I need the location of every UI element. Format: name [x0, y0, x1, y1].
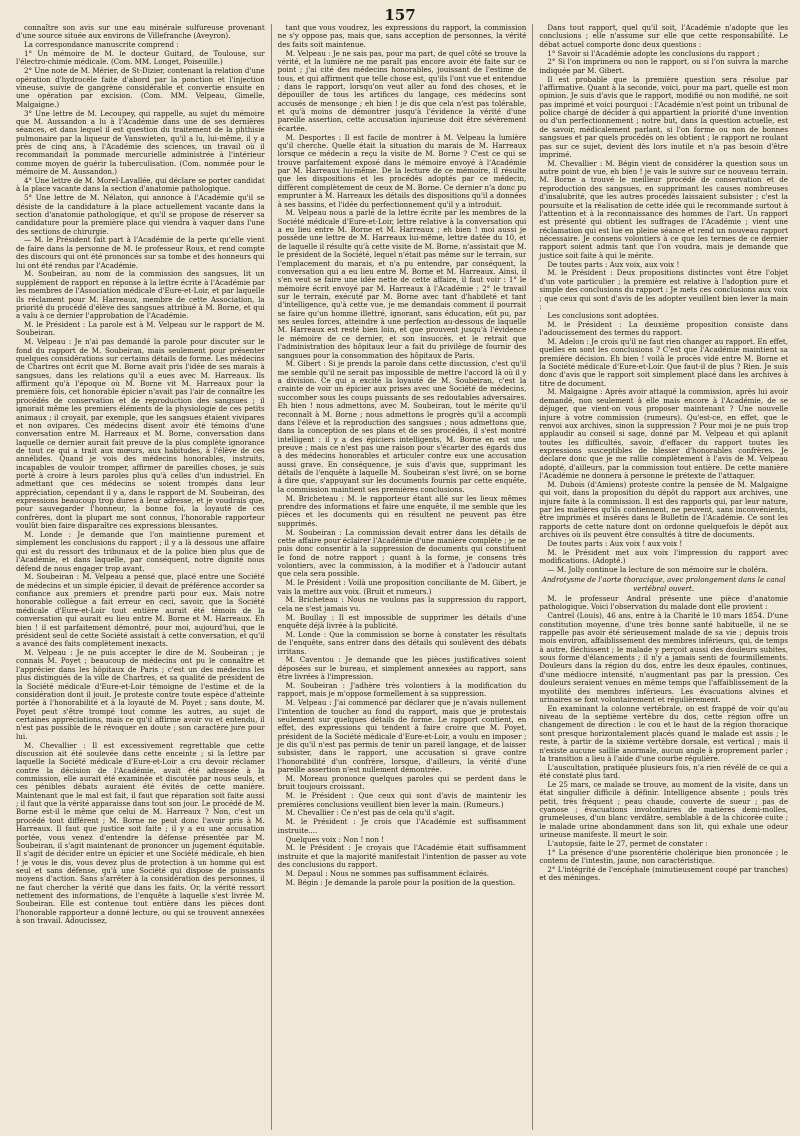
paragraph: L'auscultation, pratiquée plusieurs fois, n'a rien révélé de ce qui a été constaté plus tard. [539, 762, 789, 781]
paragraph: De toutes parts : Aux voix ! aux voix ! [547, 538, 683, 548]
paragraph: M. le Président : La parole est à M. Velpeau sur le rapport de M. Soubeiran. [16, 320, 265, 338]
paragraph: M. Soubeiran : M. Velpeau a pensé que, placé entre une Société de médecins et un simple épicier, il devait de préférence accorder sa confiance aux premiers et prendre parti pour eux. Mais notre honorable collègue a fait erreur en ceci, savoir, que la Société médicale d'Eure-et-Loir tout entière aurait été témoin de la conversation qui aurait eu lieu entre M. Borne et M. Harreaux. Eh bien ! il est parfaitement démontré, pour moi, aujourd'hui, que le président seul de cette Société assistait à cette conversation, et qu'il a avancé des faits complètement inexacts. [16, 572, 265, 649]
paragraph: 1° Un mémoire de M. le docteur Guitard, de Toulouse, sur l'électro-chimie médicale. (Com. MM. Longet, Poiseuille.) [16, 49, 265, 67]
paragraph: M. Soubeiran : La commission devait entrer dans les détails de cette affaire pour éclairer l'Académie d'une manière complète ; je ne puis donc consentir à la suppression de documents qui constituent le fond de notre rapport ; quant à la forme, je consens très volontiers, avec la commission, à la modifier et à l'adoucir autant que cela sera possible. [277, 527, 527, 579]
paragraph: 1° La présence d'une psorentérie cholérique bien prononcée ; le contenu de l'intestin, jaune, non caractéristique. [539, 847, 789, 866]
column-right [532, 24, 788, 1130]
paragraph: 2° L'intégrité de l'encéphale (minutieusement coupé par tranches) et des méninges. [539, 865, 789, 883]
paragraph: M. Chevallier : Il est excessivement regrettable que cette discussion ait été soulevée dans cette enceinte ; si la lettre par laquelle la Société médicale d'Eure-et-Loir a cru devoir réclamer contre la décision de l'Académie, avait été adressée à la commission, elle aurait été examinée et discutée par nous seuls, et ces pénibles débats auraient été évités de cette manière. Maintenant que le mal est fait, il faut que réparation soit faite aussi ; il faut que la vérité apparaisse dans tout son jour. Le procédé de M. Borne est-il le même que celui de M. Harreaux ? Non, c'est un procédé tout différent ; M. Borne ne peut donc l'avoir pris à M. Harreaux. Il faut que justice soit faite ; il y a eu une accusation portée, vous venez d'entendre la défense présentée par M. Soubeiran, il s'agit maintenant de prononcer un jugement équitable. Il s'agit de décider entre un épicier et une Société médicale, eh bien ! je vous le dis, vous devez plus de protection à un homme qui est seul et sans défense, qu'à une Société qui dispose de puissants moyens d'action. Sans s'arrêter à la considération des personnes, il ne faut chercher la vérité que dans les faits. Or, la vérité ressort nettement des informations, de l'enquête à laquelle s'est livrée M. Soubeiran. Elle est contenue tout entière dans les pièces dont l'honorable rapporteur a donné lecture, ou qui se trouvent annexées à son travail. Adoucissez, [16, 740, 265, 926]
paragraph: M. le professeur Andral présente une pièce d'anatomie pathologique. Voici l'observation du malade dont elle provient : [539, 594, 789, 612]
paragraph: M. Soubeiran : J'adhère très volontiers à la modification du rapport, mais je m'oppose formellement à sa suppression. [277, 681, 527, 699]
paragraph: De toutes parts : Aux voix, aux voix ! [547, 259, 680, 269]
paragraph: M. Soubeiran, au nom de la commission des sangsues, lit un supplément de rapport en réponse à la lettre écrite à l'Académie par les membres de l'Association médicale d'Eure-et-Loir, et par laquelle ils réclament pour M. Harreaux, membre de cette Association, la priorité du procédé d'élève des sangsues attribué à M. Borne, et qui a valu à ce dernier l'approbation de l'Académie. [16, 269, 265, 321]
paragraph: M. Bricheteau : Nous ne voulons pas la suppression du rapport, cela ne s'est jamais vu. [277, 595, 527, 613]
paragraph: Cantrel (Louis), 46 ans, entre à la Charité le 10 mars 1854. D'une constitution moyenne, d'une très bonne santé habituelle, il ne se rappelle pas avoir été sérieusement malade de sa vie ; depuis trois mois environ, affaiblissement des membres inférieurs, qui, de temps à autre, fléchissent ; le malade y perçoit aussi des douleurs subites, sous forme d'élancements ; il n'y a jamais senti de fourmillements. Douleurs dans la région du dos, entre les deux épaules, continues, d'une médiocre intensité, n'augmentant pas par la pression. Ces douleurs seraient venues en même temps que l'affaiblissement de la myotilité des membres inférieurs. Les évacuations alvines et urinaires se font volontairement et régulièrement. [539, 611, 789, 704]
paragraph: L'autopsie, faite le 27, permet de constater : [547, 839, 708, 848]
paragraph: — M. Jolly continue la lecture de son mémoire sur le choléra. [547, 565, 768, 574]
paragraph: M. Chevallier : Ce n'est pas de cela qu'il s'agit. [285, 808, 455, 818]
paragraph: 1° Savoir si l'Académie adopte les conclusions du rapport ; [547, 48, 760, 58]
paragraph: M. Gibert : Si je prends la parole dans cette discussion, c'est qu'il me semble qu'il ne serait pas impossible de mettre l'accord là où il y a division. Ce qui a excité la loyauté de M. Soubeiran, c'est la crainte de voir un épicier aux prises avec une Société de médecins, succomber sous les coups puissants de ses redoutables adversaires. Eh bien ! nous admettons, avec M. Soubeiran, tout le mérite qu'il reconnaît à M. Borne ; nous admettons le progrès qu'il a accompli dans l'élève et la reproduction des sangsues ; nous admettons que, dans la conception de ses plans et de ses procédés, il s'est montré intelligent : il y a des épiciers intelligents, M. Borne en est une preuve ; mais ce n'est pas une raison pour s'écarter des égards dus à des médecins honorables et articuler contre eux une accusation aussi grave. En conséquence, je suis d'avis que, supprimant les détails de l'enquête à laquelle M. Soubeiran s'est livré, on se borne à dire que, s'appuyant sur les documents fournis par cette enquête, la commission maintient ses premières conclusions. [277, 359, 527, 494]
paragraph: M. Velpeau : J'ai commencé par déclarer que je n'avais nullement l'intention de toucher au fond du rapport, mais que je protestais seulement sur quelques détails de forme. Le rapport contient, en effet, des expressions qui tendent à faire croire que M. Poyet, président de la Société médicale d'Eure-et-Loir, a voulu en imposer ; je dis qu'il n'est pas permis de tenir un pareil langage, et de laisser subsister, dans le rapport, une accusation si grave contre l'honorabilité d'un confrère, lorsque, d'ailleurs, la vérité d'une pareille assertion n'est nullement démontrée. [277, 698, 527, 775]
paragraph: Dans tout rapport, quel qu'il soit, l'Académie n'adopte que les conclusions ; elle n'assume sur elle que cette responsabilité. Le débat actuel comporte donc deux questions : [539, 24, 789, 49]
paragraph: M. Bégin : Je demande la parole pour la position de la question. [285, 877, 516, 887]
paragraph: 4° Une lettre de M. Morel-Lavallée, qui déclare se porter candidat à la place vacante dans la section d'anatomie pathologique. [16, 175, 265, 194]
paragraph: M. le Président : Je crois que l'Académie est suffisamment instruite.... [277, 817, 527, 835]
paragraph: M. Moreau prononce quelques paroles qui se perdent dans le bruit toujours croissant. [277, 773, 527, 792]
paragraph: Les conclusions sont adoptées. [547, 310, 659, 320]
paragraph: M. Bricheteau : M. le rapporteur étant allé sur les lieux mêmes prendre des informations et faire une enquête, il me semble que les pièces et les documents qui en résultent ne peuvent pas être supprimés. [277, 493, 527, 528]
column-middle [271, 24, 527, 1130]
paragraph: M. Chevallier : M. Bégin vient de considérer la question sous un autre point de vue, eh bien ! je vais le suivre sur ce nouveau terrain. M. Borne a trouvé le meilleur procédé de conservation et de reproduction des sangsues, en supprimant les causes nombreuses d'insalubrité, que les autres procédés laissaient subsister ; c'est la poursuite et la réalisation de cette idée qui le recommande surtout à l'attention et à la reconnaissance des hommes de l'art. Un rapport est présenté qui obtient les suffrages de l'Académie ; vient une réclamation qui est lue en pleine séance et rend un nouveau rapport nécessaire. Je consens volontiers à ce que les termes de ce dernier rapport soient admis tant que l'on voudra, mais je demande que justice soit faite à qui le mérite. [539, 158, 789, 260]
text-columns [16, 24, 788, 1130]
paragraph: M. Londe : Que la commission se borne à constater les résultats de l'enquête, sans entrer dans des détails qui soulèvent des débats irritans. [277, 629, 527, 656]
paragraph: M. le Président : Que ceux qui sont d'avis de maintenir les premières conclusions veuillent bien lever la main. (Rumeurs.) [277, 791, 527, 809]
paragraph: connaître son avis sur une eau minérale sulfureuse provenant d'une source située aux environs de Villefranche (Aveyron). [16, 24, 265, 41]
paragraph: 3° Une lettre de M. Lecoupey, qui rappelle, au sujet du mémoire que M. Aussandon a lu à l'Académie dans une de ses dernières séances, et dans lequel il est question du traitement de la phthisie pulmonaire par la liqueur de Vanswieten, qu'il a lu, lui-même, il y a près de cinq ans, à l'Académie des sciences, un travail où il recommandait la pommade mercurielle administrée à l'intérieur comme moyen de guérir la tuberculisation. (Com. nommée pour le mémoire de M. Aussandon.) [16, 108, 265, 177]
paragraph: M. Depaul : Nous ne sommes pas suffisamment éclairés. [285, 868, 490, 878]
paragraph: M. le Président met aux voix l'impression du rapport avec modifications. (Adopté.) [539, 547, 789, 566]
paragraph: M. Velpeau : Je n'ai pas demandé la parole pour discuter sur le fond du rapport de M. Soubeiran, mais seulement pour présenter quelques considérations sur certains détails de forme. Les médecins de Chartres ont écrit que M. Borne avait pris l'idée de ses marais à sangsues, dans les relations qu'il a eues avec M. Harreaux. Ils affirment qu'à l'époque où M. Borne vit M. Harreaux pour la première fois, cet honorable épicier n'avait pas l'air de connaître les procédés de conservation et de reproduction des sangsues ; il ignorait même les premiers éléments de la physiologie de ces petits animaux ; il croyait, par exemple, que les sangsues étaient vivipares et non ovipares. Ces médecins disent avoir été témoins d'une conversation entre M. Harreaux et M. Borne, conversation dans laquelle ce dernier aurait fait preuve de la plus complète ignorance de tout ce qui a trait aux mœurs, aux habitudes, à l'élève de ces annélides. Quand je vois des médecins honorables, instruits, incapables de vouloir tromper, affirmer de pareilles choses, je suis porté à croire à leurs paroles plus qu'à celles d'un industriel. En admettant que ces médecins se soient trompés dans leur appréciation, cependant il y a, dans le rapport de M. Soubeiran, des expressions beaucoup trop dures à leur adresse, et je voudrais que, pour sauvegarder l'honneur, la bonne foi, la loyauté de ces confrères, dont la plupart me sont connus, l'honorable rapporteur voulût bien faire disparaître ces expressions blessantes. [16, 337, 265, 531]
paragraph: En examinant la colonne vertébrale, on est frappé de voir qu'au niveau de la septième vertèbre du dos, cette région offre un changement de direction : le cou et le haut de la région thoracique sont presque horizontalement placés quand le malade est assis ; le reste, à partir de la sixième vertèbre dorsale, est vertical ; mais il n'existe aucune saillie anormale, aucun angle à proprement parler ; la transition a lieu à l'aide d'une courbe régulière. [539, 703, 789, 763]
page-number: 157 [384, 6, 416, 24]
paragraph: M. Velpeau nous a parlé de la lettre écrite par les membres de la Société médicale d'Eure-et-Loir, lettre relative à la conversation qui a eu lieu entre M. Borne et M. Harreaux ; eh bien ! moi aussi je possède une lettre de M. Harreaux lui-même, lettre datée du 10, et de laquelle il résulte qu'à cette visite de M. Borne, n'assistait que M. le président de la Société, lequel n'était pas même sur le terrain, sur l'emplacement du marais, et n'a pu entendre, par conséquent, la conversation qui a eu lieu entre M. Borne et M. Harreaux. Ainsi, il s'en veut se faire une idée nette de cette affaire, il faut voir : 1° le mémoire écrit envoyé par M. Harreaux à l'Académie ; 2° le travail sur le terrain, exécuté par M. Borne avec tant d'habileté et tant d'intelligence, qu'à cette vue, je me demandais comment il pourrait se faire qu'un homme illettré, ignorant, sans éducation, eût pu, par ses seules forces, atteindre à une perfection au-dessous de laquelle M. Harreaux est resté bien loin, et que prouvent jusqu'à l'évidence le mémoire de ce dernier, et son insuccès, et le retrait que l'administration des hôpitaux leur a fait du privilège de fournir des sangsues pour la consommation des hôpitaux de Paris. [277, 208, 527, 360]
paragraph: 5° Une lettre de M. Nélaton, qui annonce à l'Académie qu'il se désiste de la candidature à la place actuellement vacante dans la section d'anatomie pathologique, et qu'il se propose de réserver sa candidature pour la première place qui viendra à vaquer dans l'une des sections de chirurgie. [16, 193, 265, 236]
paragraph: M. Velpeau : Je ne sais pas, pour ma part, de quel côté se trouve la vérité, et la lumière ne me paraît pas encore avoir été faite sur ce point ; j'ai cité des médecins honorables, jouissant de l'estime de tous, et qui affirment que telle chose est, qu'ils l'ont vue et entendue ; dans le rapport, lorsqu'on veut aller au fond des choses, et le dépouiller de tous les artifices du langage, ces médecins sont accusés de mensonge ; eh bien ! je dis que cela n'est pas tolérable, et qu'à moins de démontrer jusqu'à l'évidence la vérité d'une pareille assertion, cette accusation injurieuse doit être sévèrement écartée. [277, 48, 527, 133]
paragraph: M. Boullay : Il est impossible de supprimer les détails d'une enquête déjà livrée à la publicité. [277, 612, 527, 631]
paragraph: tant que vous voudrez, les expressions du rapport, la commission ne s'y oppose pas, mais que, sans acception de personnes, la vérité des faits soit maintenue. [277, 24, 527, 49]
paragraph: M. Londe : Je demande que l'on maintienne purement et simplement les conclusions du rapport ; il y a là dessous une affaire qui est du ressort des tribunaux et de la police bien plus que de l'Académie, et dans laquelle, par conséquent, notre dignité nous défend de nous engager trop avant. [16, 530, 265, 573]
paragraph: Quelques voix : Non ! non ! [285, 834, 385, 844]
paragraph: M. le Président : Voilà une proposition conciliante de M. Gibert, je vais la mettre aux voix. (Bruit et rumeurs.) [277, 578, 527, 596]
paragraph: 2° Une note de M. Mérier, de St-Dizier, contenant la relation d'une opération d'hydrocèle faite d'abord par la ponction et l'injection vineuse, suivie de gangrène considérable et convertie ensuite en une opération par excision. (Com. MM. Velpeau, Gimelle, Malgaigne.) [16, 66, 265, 109]
paragraph: M. Desportes : Il est facile de montrer à M. Velpeau la lumière qu'il cherche. Quelle était la situation du marais de M. Harreaux lorsque ce médecin a reçu la visite de M. Borne ? C'est ce qui se trouve parfaitement exposé dans le mémoire envoyé à l'Académie par M. Harreaux lui-même. De la lecture de ce mémoire, il résulte que les dispositions et les procédés adoptés par ce médecin, diffèrent complètement de ceux de M. Borne. Ce dernier n'a donc pu emprunter à M. Harreaux les détails des dispositions qu'il a données à ses bassins, et l'idée du perfectionnement qu'il y a introduit. [277, 132, 527, 209]
paragraph: — M. le Président fait part à l'Académie de la perte qu'elle vient de faire dans la personne de M. le professeur Roux, et rend compte des discours qui ont été prononcés sur sa tombe et des honneurs qui lui ont été rendus par l'Académie. [16, 235, 265, 270]
paragraph: Le 25 mars, ce malade se trouve, au moment de la visite, dans un état singulier difficile à définir. Intelligence absente ; pouls très petit, très fréquent ; peau chaude, couverte de sueur ; pas de cyanose ; évacuations involontaires de matières demi-molles, grumeleuses, d'un blanc verdâtre, semblable à de la chicorée cuite ; le malade urine abondamment dans son lit, qui exhale une odeur urineuse manifeste. Il meurt le soir. [539, 779, 789, 840]
paragraph: 2° Si l'on imprimera ou non le rapport, ou si l'on suivra la marche indiquée par M. Gibert. [539, 57, 789, 75]
paragraph: M. Adelon : Je crois qu'il ne faut rien changer au rapport. En effet, quelles en sont les conclusions ? C'est que l'Académie maintient sa première décision. Eh bien ! voilà le procès vidé entre M. Borne et la Société médicale d'Eure-et-Loir. Que faut-il de plus ? Rien. Je suis donc d'avis que le rapport soit simplement placé dans les archives à titre de document. [539, 336, 789, 388]
paragraph: M. Velpeau : Je ne puis accepter le dire de M. Soubeiran ; je connais M. Poyet ; beaucoup de médecins ont pu le connaître et l'apprécier dans les hôpitaux de Paris ; c'est un des médecins les plus distingués de la ville de Chartres, et sa qualité de président de la Société médicale d'Eure-et-Loir témoigne de l'estime et de la considération dont il jouit. Je proteste contre toute espèce d'atteinte portée à l'honorabilité et à la loyauté de M. Poyet ; sans doute, M. Poyet peut s'être trompé tout comme les autres, au sujet de certaines appréciations, mais ce qu'il affirme avoir vu et entendu, il n'est pas possible de le révoquer en doute ; son caractère jure pour lui. [16, 648, 265, 741]
paragraph: La correspondance manuscrite comprend : [24, 40, 179, 50]
paragraph: M. le Président : Je croyais que l'Académie était suffisamment instruite et que la majorité manifestait l'intention de passer au vote des conclusions du rapport. [277, 843, 527, 870]
column-left [16, 24, 265, 1130]
paragraph: Il est probable que la première question sera résolue par l'affirmative. Quant à la seconde, voici, pour ma part, quelle est mon opinion. Je suis d'avis que le rapport, modifié ou non modifié, ne soit pas imprimé et voici pourquoi : l'Académie n'est point un tribunal de police chargé de décider à qui appartient la priorité d'une invention ou d'un perfectionnement ; notre but, dans la question actuelle, est de savoir, médicalement parlant, si l'on forme ou non de bonnes sangsues et par quels procédés on les obtient ; le rapport ne roulant pas sur ce sujet, devient dès lors inutile et n'a pas besoin d'être imprimé. [539, 74, 789, 159]
paragraph: M. Malgaigne : Après avoir attaqué la commission, après lui avoir demandé, non seulement à elle mais encore à l'Académie, de se déjuger, que vient-on vous proposer maintenant ? Une nouvelle injure à votre commission (rumeurs). Qu'est-ce, en effet, que le renvoi aux archives, sinon la suppression ? Pour moi je ne puis trop applaudir au conseil si sage, donné par M. Velpeau et qui aplanit toutes les difficultés, savoir, d'effacer du rapport toutes les expressions susceptibles de blesser d'honorables confrères. Je déclare donc que je me rallie complètement à l'avis de M. Velpeau adopté, d'ailleurs, par la commission tout entière. De cette manière l'Académie ne donnera à personne le prétexte de l'attaquer. [539, 387, 789, 481]
paragraph: M. le Président : Deux propositions distinctes vont être l'objet d'un vote particulier ; la première est relative à l'adoption pure et simple des conclusions du rapport : Je mets ces conclusions aux voix ; que ceux qui sont d'avis de les adopter veuillent bien lever la main : [539, 268, 789, 311]
paragraph: M. Dubois (d'Amiens) proteste contre la pensée de M. Malgaigne qui voit, dans la proposition du dépôt du rapport aux archives, une injure faite à la commission. Il est des rapports qui, par leur nature, par les matières qu'ils contiennent, ne peuvent, sans inconvénients, être imprimés et insérés dans le Bulletin de l'Académie. Ce sont les rapports de cette nature dont on ordonne quelquefois le dépôt aux archives où ils peuvent être consultés à titre de documents. [539, 479, 789, 540]
paragraph: M. Caventou : Je demande que les pièces justificatives soient déposées sur le bureau, et simplement annexées au rapport, sans être livrées à l'impression. [277, 655, 527, 682]
paragraph: Androtysme de l'aorte thoracique, avec prolongement dans le canal vertébral ouvert. [541, 575, 786, 593]
paragraph: M. le Président : La deuxième proposition consiste dans l'adoucissement des termes du rapport. [539, 319, 789, 337]
